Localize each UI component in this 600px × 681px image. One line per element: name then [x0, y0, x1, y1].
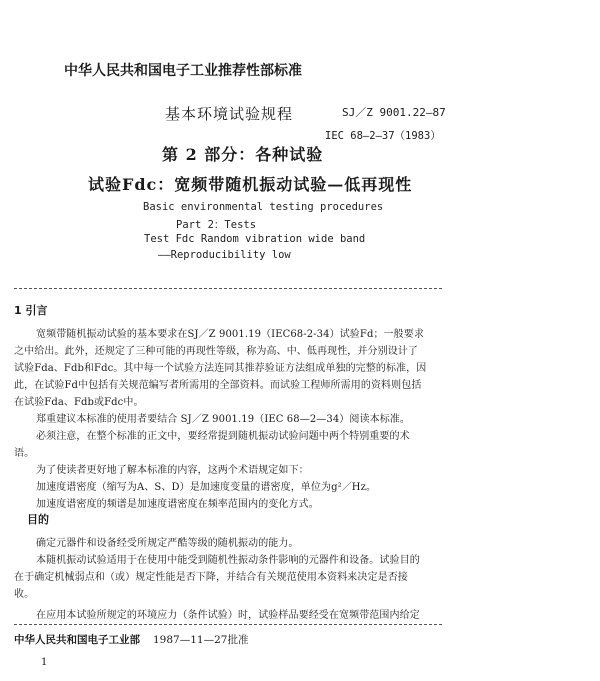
- paragraph-line: 之中给出。此外，还规定了三种可能的再现性等级，称为高、中、低再现性，并分别设计了: [14, 346, 418, 357]
- footer-department: 中华人民共和国电子工业部: [14, 634, 140, 646]
- footer-divider: [14, 624, 442, 625]
- paragraph-line: 加速度谱密度（缩写为A、S、D）是加速度变量的谱密度，单位为g²／Hz。: [36, 482, 377, 493]
- paragraph-line: 确定元器件和设备经受所规定严酷等级的随机振动的能力。: [36, 538, 299, 549]
- standard-number: SJ／Z 9001.22—87: [342, 106, 446, 119]
- paragraph-line: 在于确定机械弱点和（或）规定性能是否下降，并结合有关规范使用本资料来决定是否接: [14, 572, 408, 583]
- english-title-line: Basic environmental testing procedures: [143, 201, 384, 213]
- paragraph-line: 加速度谱密度的频谱是加速度谱密度在频率范围内的变化方式。: [36, 499, 319, 510]
- paragraph-line: 收。: [14, 589, 35, 600]
- ministry-standard-title: 中华人民共和国电子工业推荐性部标准: [64, 63, 302, 79]
- section-heading-introduction: 1 引言: [14, 304, 48, 317]
- header-divider: [14, 288, 442, 289]
- paragraph-line: 郑重建议本标准的使用者要结合 SJ／Z 9001.19（IEC 68—2—34）阅读本标准。: [36, 414, 411, 425]
- main-title: 基本环境试验规程: [165, 105, 294, 123]
- paragraph-line: 在试验Fda、Fdb或Fdc中。: [14, 397, 144, 408]
- test-title: 试验Fdc：宽频带随机振动试验—低再现性: [88, 175, 413, 194]
- iec-reference: IEC 68—2—37（1983）: [325, 130, 441, 142]
- footer-approval-date: 1987—11—27批准: [153, 634, 249, 646]
- english-title-line: Part 2：Tests: [176, 219, 257, 231]
- english-title-line: ——Reproducibility low: [158, 249, 291, 261]
- part-title: 第 2 部分：各种试验: [162, 145, 324, 164]
- paragraph-line: 在应用本试验所规定的环境应力（条件试验）时，试验样品要经受在宽频带范围内给定: [36, 610, 420, 621]
- paragraph-line: 本随机振动试验适用于在使用中能受到随机性振动条件影响的元器件和设备。试验目的: [36, 555, 420, 566]
- paragraph-line: 语。: [14, 448, 35, 459]
- paragraph-line: 为了使读者更好地了解本标准的内容，这两个术语规定如下：: [36, 465, 309, 476]
- paragraph-line: 此，在试验Fd中包括有关规范编写者所需用的全部资料。而试验工程师所需用的资料则包括: [14, 380, 422, 391]
- page-number: 1: [41, 657, 48, 668]
- english-title-line: Test Fdc Random vibration wide band: [144, 233, 366, 245]
- paragraph-line: 宽频带随机振动试验的基本要求在SJ／Z 9001.19（IEC68-2-34）试验Fd；一般要求: [36, 329, 424, 340]
- paragraph-line: 必须注意，在整个标准的正文中，要经常提到随机振动试验问题中两个特别重要的术: [36, 431, 410, 442]
- paragraph-line: 试验Fda、Fdb和Fdc。其中每一个试验方法连同其推荐验证方法组成单独的完整的标准，因: [14, 363, 427, 374]
- section-heading-purpose: 目的: [27, 513, 49, 526]
